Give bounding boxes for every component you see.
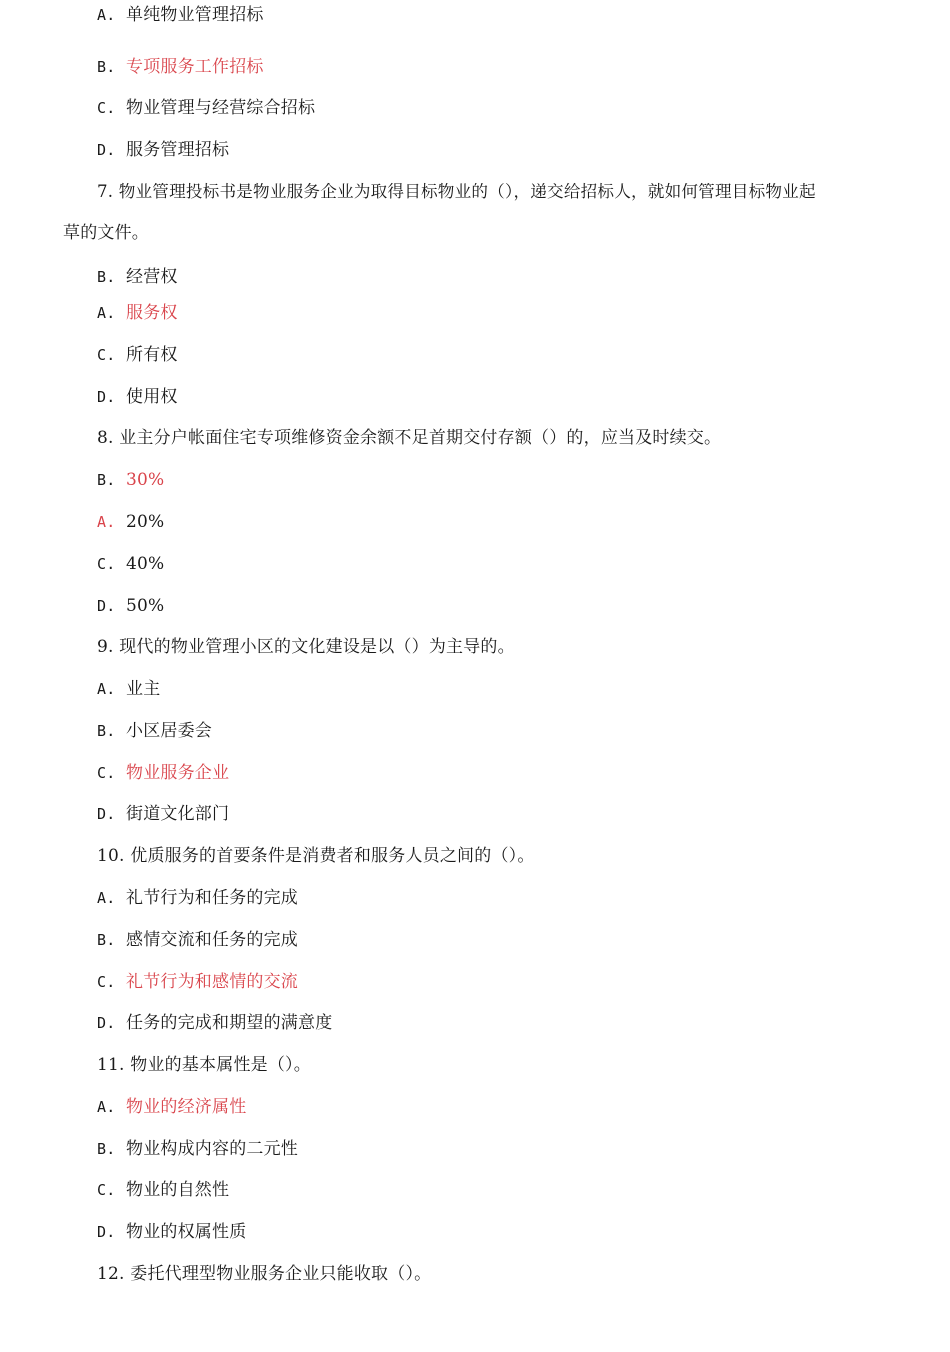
option-text: 任务的完成和期望的满意度	[126, 1013, 333, 1033]
option-letter: C.	[97, 1181, 116, 1199]
option-text: 服务权	[126, 303, 178, 323]
option-q8-a	[97, 511, 164, 533]
option-letter: B.	[97, 58, 116, 76]
option-q10-c-answer	[97, 971, 298, 993]
option-text: 礼节行为和感情的交流	[126, 972, 298, 992]
option-text: 单纯物业管理招标	[126, 5, 264, 25]
option-letter: C.	[97, 973, 116, 991]
question-9: 9. 现代的物业管理小区的文化建设是以（）为主导的。	[97, 637, 515, 657]
option-text: 使用权	[126, 387, 178, 407]
option-q7-c	[97, 344, 178, 366]
option-letter: B.	[97, 1140, 116, 1158]
question-10: 10. 优质服务的首要条件是消费者和服务人员之间的（）。	[97, 846, 535, 866]
option-q6-a	[97, 4, 264, 26]
question-11: 11. 物业的基本属性是（）。	[97, 1055, 311, 1075]
option-text: 礼节行为和任务的完成	[126, 888, 298, 908]
option-letter: D.	[97, 597, 116, 615]
option-text: 物业服务企业	[126, 763, 230, 783]
option-text: 业主	[126, 679, 161, 699]
option-q11-a-answer	[97, 1096, 246, 1118]
option-letter: A.	[97, 304, 116, 322]
option-letter: A.	[97, 6, 116, 24]
option-letter: B.	[97, 268, 116, 286]
question-12: 12. 委托代理型物业服务企业只能收取（）。	[97, 1264, 432, 1284]
option-text: 经营权	[126, 267, 178, 287]
option-q6-b-answer	[97, 56, 264, 78]
question-8: 8. 业主分户帐面住宅专项维修资金余额不足首期交付存额（）的，应当及时续交。	[97, 428, 722, 448]
option-text: 感情交流和任务的完成	[126, 930, 298, 950]
option-letter: C.	[97, 764, 116, 782]
option-text: 物业管理与经营综合招标	[126, 98, 316, 118]
option-text: 专项服务工作招标	[126, 57, 264, 77]
question-7: 7. 物业管理投标书是物业服务企业为取得目标物业的（），递交给招标人，就如何管理目标物业起	[97, 182, 816, 201]
option-q9-d	[97, 803, 229, 825]
option-q8-d	[97, 595, 164, 617]
question-7-continuation: 草的文件。	[63, 223, 149, 243]
option-q8-b	[97, 469, 164, 491]
option-letter: B.	[97, 931, 116, 949]
option-text: 小区居委会	[126, 721, 212, 741]
option-text: 物业的经济属性	[126, 1097, 247, 1117]
option-letter: D.	[97, 1223, 116, 1241]
option-q9-a	[97, 678, 160, 700]
option-text: 物业的自然性	[126, 1180, 230, 1200]
option-letter: B.	[97, 471, 116, 489]
option-letter: D.	[97, 805, 116, 823]
option-q6-c	[97, 97, 315, 119]
option-text: 服务管理招标	[126, 140, 230, 160]
option-q11-c	[97, 1179, 229, 1201]
option-text: 街道文化部门	[126, 804, 230, 824]
option-letter: A.	[97, 1098, 116, 1116]
option-q10-b	[97, 929, 298, 951]
option-letter: C.	[97, 346, 116, 364]
option-q9-c-answer	[97, 762, 229, 784]
option-text: 所有权	[126, 345, 178, 365]
option-letter: C.	[97, 555, 116, 573]
option-q10-d	[97, 1012, 332, 1034]
option-q6-d	[97, 139, 229, 161]
option-q9-b	[97, 720, 212, 742]
option-letter: A.	[97, 889, 116, 907]
option-letter: A.	[97, 513, 116, 531]
option-letter: C.	[97, 99, 116, 117]
option-letter: D.	[97, 1014, 116, 1032]
option-text: 50%	[126, 596, 165, 616]
option-q11-b	[97, 1138, 298, 1160]
option-letter: B.	[97, 722, 116, 740]
option-letter: D.	[97, 388, 116, 406]
option-q7-a-answer	[97, 302, 178, 324]
option-text: 物业构成内容的二元性	[126, 1139, 298, 1159]
option-text: 物业的权属性质	[126, 1222, 247, 1242]
option-text: 20%	[126, 512, 165, 532]
option-text: 30%	[126, 470, 165, 490]
option-q8-c	[97, 553, 164, 575]
option-text: 40%	[126, 554, 165, 574]
option-letter: D.	[97, 141, 116, 159]
option-letter: A.	[97, 680, 116, 698]
option-q7-b	[97, 266, 178, 288]
option-q11-d	[97, 1221, 246, 1243]
option-q7-d	[97, 386, 178, 408]
option-q10-a	[97, 887, 298, 909]
